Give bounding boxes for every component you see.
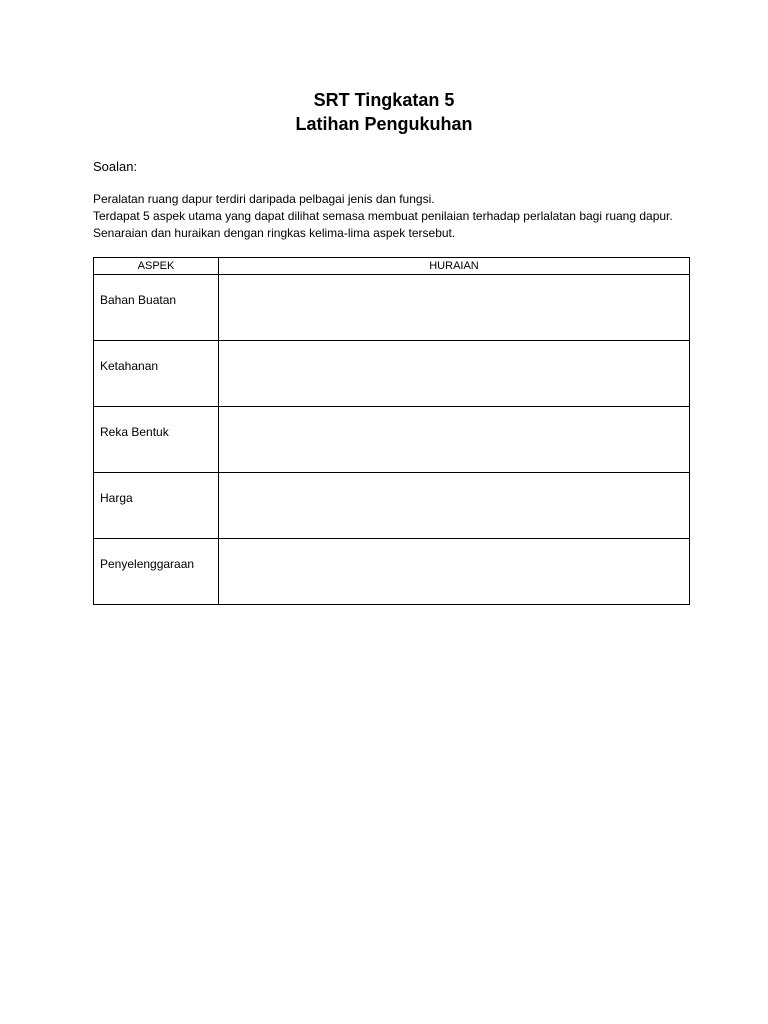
- table-row: [94, 275, 690, 341]
- table-row: [94, 539, 690, 605]
- question-text: [93, 191, 693, 242]
- huraian-cell: [219, 539, 690, 605]
- title-block: [0, 88, 768, 136]
- huraian-cell: [219, 341, 690, 407]
- table-header-row: [94, 258, 690, 275]
- aspek-cell: Penyelenggaraan: [94, 539, 219, 605]
- question-label: Soalan:: [93, 159, 138, 174]
- column-header-aspek: ASPEK: [94, 258, 219, 275]
- huraian-cell: [219, 407, 690, 473]
- aspek-cell: Bahan Buatan: [94, 275, 219, 341]
- aspek-cell: Harga: [94, 473, 219, 539]
- table-row: [94, 407, 690, 473]
- table-row: [94, 341, 690, 407]
- table-row: [94, 473, 690, 539]
- huraian-cell: [219, 275, 690, 341]
- page-subtitle: Latihan Pengukuhan: [295, 114, 473, 134]
- column-header-huraian: HURAIAN: [219, 258, 690, 275]
- question-line: Terdapat 5 aspek utama yang dapat dilihat semasa membuat penilaian terhadap perlalatan bagi ruang dapur. Senaraian dan huraikan dengan ringkas kelima-lima aspek tersebut.: [93, 209, 673, 240]
- question-line: Peralatan ruang dapur terdiri daripada pelbagai jenis dan fungsi.: [93, 192, 435, 206]
- aspek-table: [93, 257, 690, 605]
- page-title: SRT Tingkatan 5: [313, 90, 455, 110]
- aspek-cell: Reka Bentuk: [94, 407, 219, 473]
- aspek-cell: Ketahanan: [94, 341, 219, 407]
- huraian-cell: [219, 473, 690, 539]
